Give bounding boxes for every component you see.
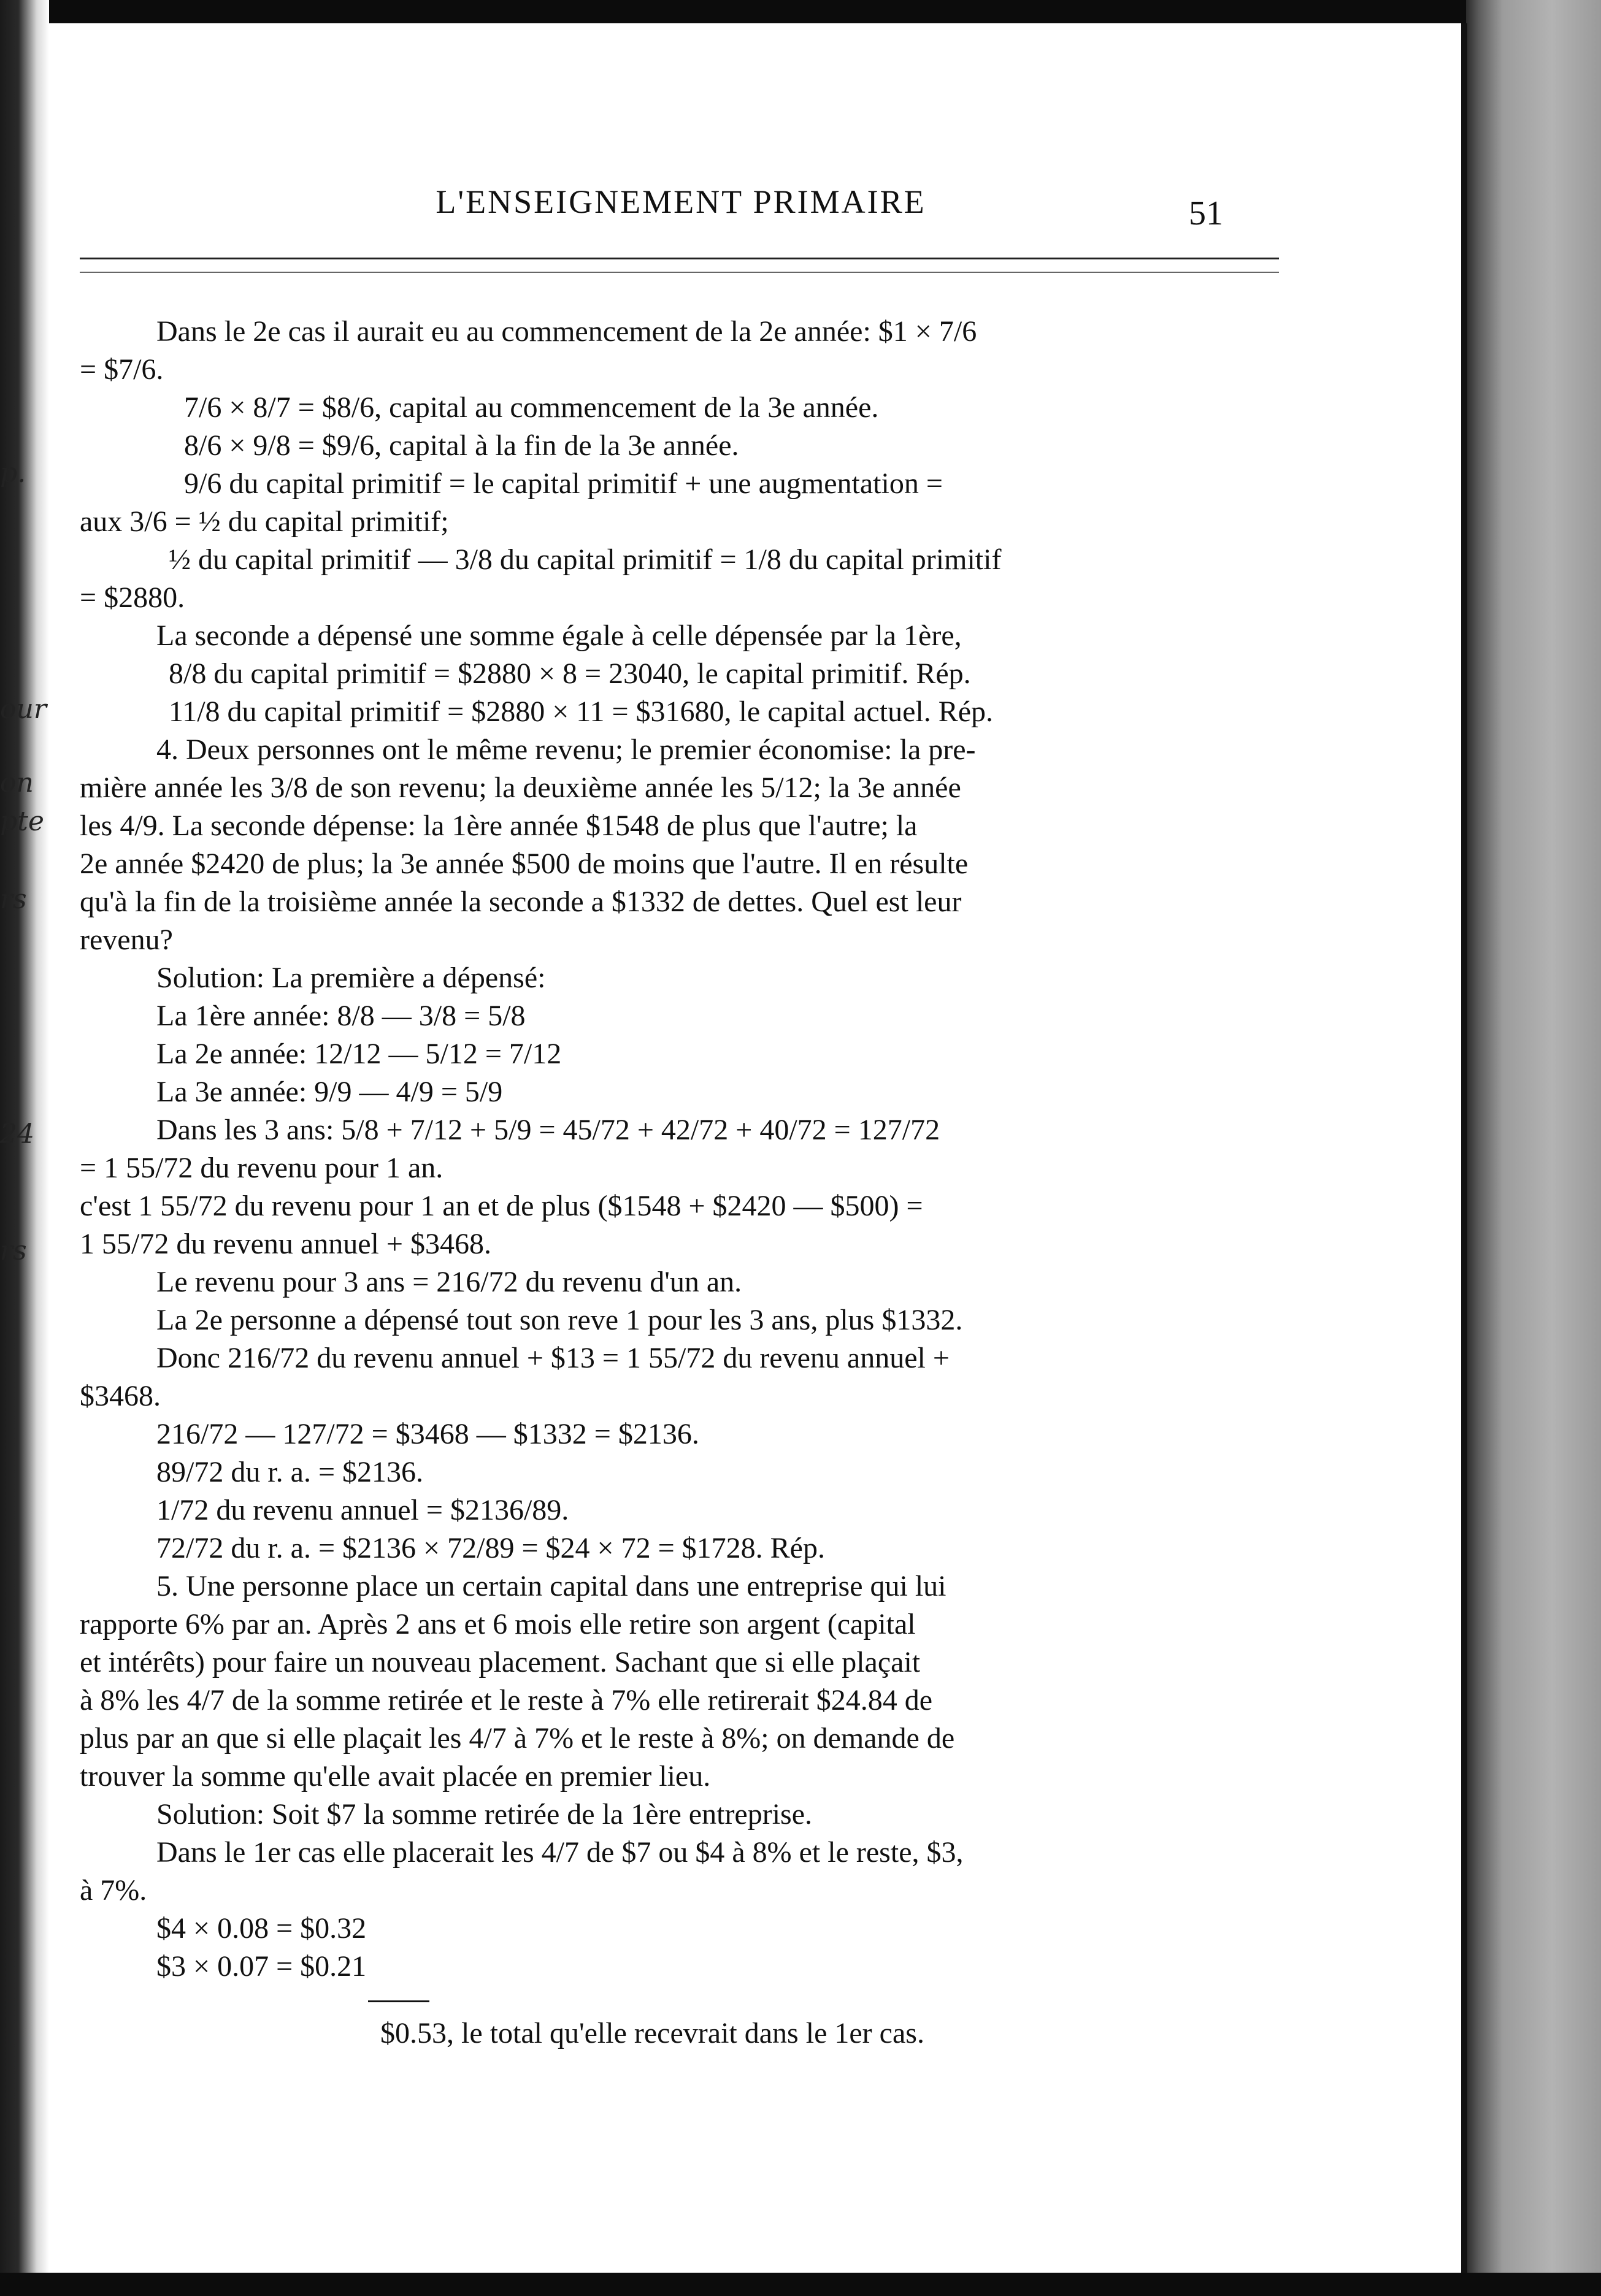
body-line: 2e année $2420 de plus; la 3e année $500 de moins que l'autre. Il en résulte — [80, 848, 969, 880]
scan-right-edge — [1466, 0, 1601, 2296]
body-line: plus par an que si elle plaçait les 4/7 à 7% et le reste à 8%; on demande de — [80, 1722, 955, 1755]
body-line: La 3e année: 9/9 — 4/9 = 5/9 — [156, 1076, 503, 1108]
body-line: Dans les 3 ans: 5/8 + 7/12 + 5/9 = 45/72 + 42/72 + 40/72 = 127/72 — [156, 1114, 940, 1146]
scan-bottom-border — [0, 2273, 1601, 2296]
body-line: mière année les 3/8 de son revenu; la deuxième année les 5/12; la 3e année — [80, 771, 961, 804]
body-line: 4. Deux personnes ont le même revenu; le premier économise: la pre- — [156, 733, 976, 766]
body-line: trouver la somme qu'elle avait placée en premier lieu. — [80, 1760, 711, 1793]
body-line-total: $0.53, le total qu'elle recevrait dans le 1er cas. — [380, 2017, 924, 2049]
body-line: 8/6 × 9/8 = $9/6, capital à la fin de la 3e année. — [184, 429, 739, 462]
margin-bleed-text: our — [0, 696, 47, 723]
body-line: et intérêts) pour faire un nouveau placement. Sachant que si elle plaçait — [80, 1646, 921, 1678]
margin-bleed-text: on — [0, 770, 34, 797]
body-line: La 2e personne a dépensé tout son reve 1 pour les 3 ans, plus $1332. — [156, 1304, 963, 1336]
scan-left-edge — [0, 0, 49, 2296]
body-line: $3 × 0.07 = $0.21 — [156, 1950, 367, 1983]
body-line: 72/72 du r. a. = $2136 × 72/89 = $24 × 72 = $1728. Rép. — [156, 1532, 825, 1564]
body-line: = 1 55/72 du revenu pour 1 an. — [80, 1152, 443, 1184]
body-line: Solution: Soit $7 la somme retirée de la 1ère entreprise. — [156, 1798, 813, 1831]
body-line: Solution: La première a dépensé: — [156, 962, 546, 994]
body-line: La seconde a dépensé une somme égale à celle dépensée par la 1ère, — [156, 619, 962, 652]
sum-rule — [368, 2000, 429, 2002]
body-line: Dans le 2e cas il aurait eu au commencement de la 2e année: $1 × 7/6 — [156, 315, 977, 348]
body-line: c'est 1 55/72 du revenu pour 1 an et de plus ($1548 + $2420 — $500) = — [80, 1190, 923, 1222]
body-line: 1 55/72 du revenu annuel + $3468. — [80, 1228, 491, 1260]
body-line: à 7%. — [80, 1874, 147, 1907]
body-line: 9/6 du capital primitif = le capital primitif + une augmentation = — [184, 467, 943, 500]
body-line: 89/72 du r. a. = $2136. — [156, 1456, 424, 1488]
body-line: = $7/6. — [80, 353, 164, 386]
margin-bleed-text: rs — [0, 1238, 27, 1265]
margin-bleed-text: pte — [0, 808, 44, 835]
margin-bleed-text: rs — [0, 886, 27, 913]
margin-bleed-text: 24 — [0, 1121, 34, 1148]
body-line: ½ du capital primitif — 3/8 du capital primitif = 1/8 du capital primitif — [169, 543, 1002, 576]
body-line: La 1ère année: 8/8 — 3/8 = 5/8 — [156, 1000, 526, 1032]
page-gutter-line — [1461, 23, 1467, 2273]
margin-bleed-text: p. — [0, 460, 26, 487]
body-line: à 8% les 4/7 de la somme retirée et le reste à 7% elle retirerait $24.84 de — [80, 1684, 933, 1716]
body-line: = $2880. — [80, 581, 185, 614]
header-rule — [80, 272, 1279, 273]
page-number: 51 — [1189, 194, 1223, 232]
body-line: 1/72 du revenu annuel = $2136/89. — [156, 1494, 569, 1526]
body-line: qu'à la fin de la troisième année la seconde a $1332 de dettes. Quel est leur — [80, 886, 962, 918]
body-line: Dans le 1er cas elle placerait les 4/7 de $7 ou $4 à 8% et le reste, $3, — [156, 1836, 964, 1869]
body-line: 5. Une personne place un certain capital dans une entreprise qui lui — [156, 1570, 946, 1602]
body-line: Donc 216/72 du revenu annuel + $13 = 1 55/72 du revenu annuel + — [156, 1342, 950, 1374]
body-line: 7/6 × 8/7 = $8/6, capital au commencement de la 3e année. — [184, 391, 879, 424]
header-rule — [80, 258, 1279, 259]
body-line: Le revenu pour 3 ans = 216/72 du revenu d'un an. — [156, 1266, 742, 1298]
body-line: les 4/9. La seconde dépense: la 1ère année $1548 de plus que l'autre; la — [80, 809, 918, 842]
body-line: 216/72 — 127/72 = $3468 — $1332 = $2136. — [156, 1418, 699, 1450]
body-line: $4 × 0.08 = $0.32 — [156, 1912, 367, 1945]
page-body — [80, 313, 1282, 2053]
body-line: $3468. — [80, 1380, 161, 1412]
body-line: La 2e année: 12/12 — 5/12 = 7/12 — [156, 1038, 562, 1070]
body-line: 11/8 du capital primitif = $2880 × 11 = $31680, le capital actuel. Rép. — [169, 695, 994, 728]
body-line: revenu? — [80, 924, 173, 956]
running-header: L'ENSEIGNEMENT PRIMAIRE — [436, 183, 926, 220]
book-page — [67, 0, 1294, 2269]
body-line: aux 3/6 = ½ du capital primitif; — [80, 505, 449, 538]
body-line: 8/8 du capital primitif = $2880 × 8 = 23040, le capital primitif. Rép. — [169, 657, 971, 690]
body-line: rapporte 6% par an. Après 2 ans et 6 mois elle retire son argent (capital — [80, 1608, 916, 1640]
